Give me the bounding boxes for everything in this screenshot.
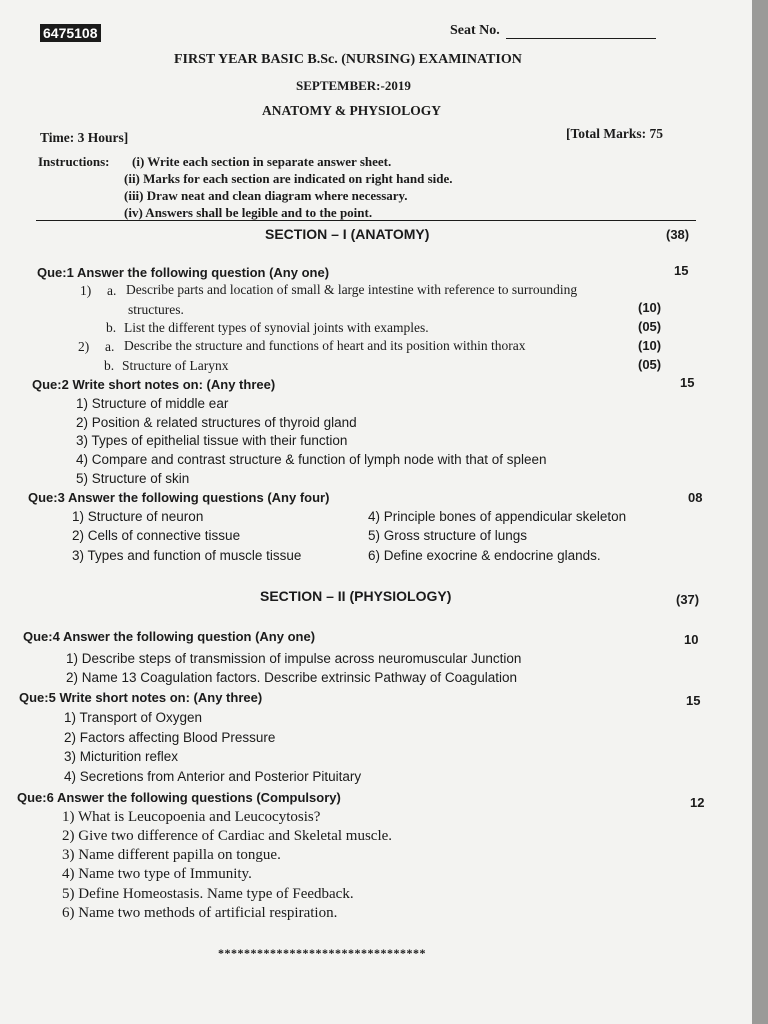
section-2-title: SECTION – II (PHYSIOLOGY) <box>260 588 452 604</box>
q3-item-6: 6) Define exocrine & endocrine glands. <box>368 548 601 563</box>
q1-option-2a-marks: (10) <box>638 338 662 353</box>
q6-item-1: 1) What is Leucopoenia and Leucocytosis? <box>62 809 321 825</box>
q2-item-4: 4) Compare and contrast structure & function of lymph node with that of spleen <box>76 452 547 467</box>
q1-option-1a-text-cont: structures. <box>128 302 184 317</box>
q1-option-1b-marks: (05) <box>638 319 662 334</box>
q3-item-4: 4) Principle bones of appendicular skeleton <box>368 509 627 524</box>
paper-code: 6475108 <box>40 24 101 42</box>
q1-option-2b-letter: b. <box>104 358 115 373</box>
end-of-paper-stars: ******************************** <box>218 946 426 960</box>
q3-item-5: 5) Gross structure of lungs <box>368 528 528 543</box>
header-divider <box>36 220 696 221</box>
q1-option-2b-text: Structure of Larynx <box>122 358 229 373</box>
total-marks: [Total Marks: 75 <box>566 126 663 141</box>
q6-item-6: 6) Name two methods of artificial respiration. <box>62 905 338 921</box>
section-1-marks: (38) <box>666 227 690 242</box>
instruction-1: (i) Write each section in separate answer sheet. <box>132 154 392 169</box>
q6-item-2: 2) Give two difference of Cardiac and Skeletal muscle. <box>62 828 393 844</box>
exam-title: FIRST YEAR BASIC B.Sc. (NURSING) EXAMINATION <box>174 52 522 67</box>
q6-marks: 12 <box>690 795 705 810</box>
q5-item-4: 4) Secretions from Anterior and Posterior Pituitary <box>64 769 362 784</box>
q6-item-3: 3) Name different papilla on tongue. <box>62 847 281 863</box>
instruction-3: (iii) Draw neat and clean diagram where necessary. <box>124 188 408 203</box>
q1-option-2b-marks: (05) <box>638 357 662 372</box>
q5-item-2: 2) Factors affecting Blood Pressure <box>64 730 276 745</box>
q1-option-1a-letter: a. <box>107 283 117 298</box>
q4-item-1: 1) Describe steps of transmission of impulse across neuromuscular Junction <box>66 651 522 666</box>
q6-item-4: 4) Name two type of Immunity. <box>62 866 252 882</box>
q2-item-2: 2) Position & related structures of thyroid gland <box>76 415 357 430</box>
q1-option-1a-text: Describe parts and location of small & large intestine with reference to surrounding <box>126 282 578 297</box>
time-label: Time: 3 Hours] <box>40 130 129 145</box>
section-2-marks: (37) <box>676 592 700 607</box>
q4-marks: 10 <box>684 632 699 647</box>
instruction-4: (iv) Answers shall be legible and to the point. <box>124 205 373 220</box>
q5-title: Que:5 Write short notes on: (Any three) <box>19 690 263 705</box>
q3-marks: 08 <box>688 490 703 505</box>
q1-option-2a-letter: a. <box>105 339 115 354</box>
q2-item-5: 5) Structure of skin <box>76 471 190 486</box>
q5-item-3: 3) Micturition reflex <box>64 749 179 764</box>
q2-item-3: 3) Types of epithelial tissue with their function <box>76 433 348 448</box>
q5-item-1: 1) Transport of Oxygen <box>64 710 203 725</box>
q1-option-2-num: 2) <box>78 339 90 354</box>
q1-marks: 15 <box>674 263 689 278</box>
q4-item-2: 2) Name 13 Coagulation factors. Describe extrinsic Pathway of Coagulation <box>66 670 517 685</box>
q1-option-1a-marks: (10) <box>638 300 662 315</box>
q2-title: Que:2 Write short notes on: (Any three) <box>32 377 276 392</box>
q3-item-2: 2) Cells of connective tissue <box>72 528 241 543</box>
q3-item-3: 3) Types and function of muscle tissue <box>72 548 302 563</box>
q1-option-1b-text: List the different types of synovial joints with examples. <box>124 320 429 335</box>
exam-session: SEPTEMBER:-2019 <box>296 78 411 93</box>
q5-marks: 15 <box>686 693 701 708</box>
page-edge-shadow <box>752 0 768 1024</box>
q2-marks: 15 <box>680 375 695 390</box>
q6-item-5: 5) Define Homeostasis. Name type of Feedback. <box>62 886 354 902</box>
q1-option-2a-text: Describe the structure and functions of heart and its position within thorax <box>124 338 526 353</box>
q1-option-1-num: 1) <box>80 283 92 298</box>
q6-title: Que:6 Answer the following questions (Compulsory) <box>17 790 341 805</box>
instruction-2: (ii) Marks for each section are indicated on right hand side. <box>124 171 453 186</box>
section-1-title: SECTION – I (ANATOMY) <box>265 226 430 242</box>
q2-item-1: 1) Structure of middle ear <box>76 396 229 411</box>
q3-title: Que:3 Answer the following questions (Any four) <box>28 490 330 505</box>
q3-item-1: 1) Structure of neuron <box>72 509 204 524</box>
seat-no-line <box>506 38 656 39</box>
q1-option-1b-letter: b. <box>106 320 117 335</box>
q4-title: Que:4 Answer the following question (Any one) <box>23 629 316 644</box>
q1-title: Que:1 Answer the following question (Any one) <box>37 265 330 280</box>
subject-title: ANATOMY & PHYSIOLOGY <box>262 103 442 118</box>
seat-no-label: Seat No. <box>450 23 500 38</box>
instructions-label: Instructions: <box>38 154 110 169</box>
